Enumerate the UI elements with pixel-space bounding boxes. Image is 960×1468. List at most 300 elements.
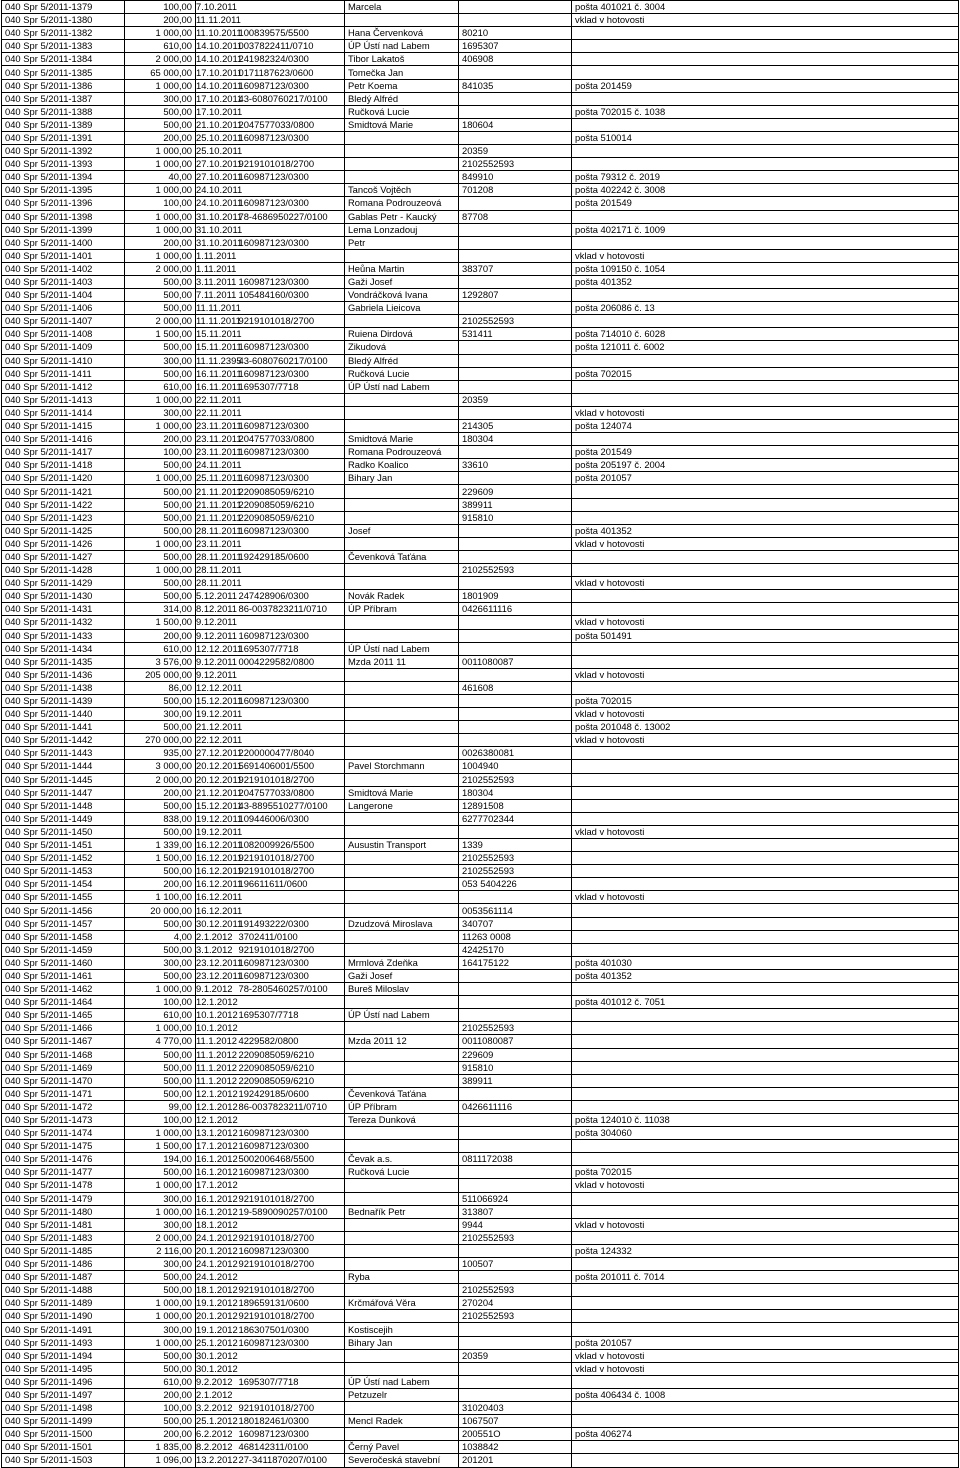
date-cell: 25.1.2012 [196,1415,238,1427]
table-row [2,210,959,223]
note-cell: pošta 702015 [572,694,959,707]
name-cell [345,315,459,328]
account-cell: 27-3411870207/0100 [236,1454,345,1467]
name-cell [345,878,459,891]
reference-cell [459,524,572,537]
name-cell: Romana Podrouzeová [345,446,459,459]
table-row [2,1061,959,1074]
name-cell: Ručková Lucie [345,367,459,380]
table-row [2,721,959,734]
date-cell: 10.1.2012 [196,1022,238,1034]
name-cell: Bihary Jan [345,472,459,485]
reference-cell: 12891508 [459,799,572,812]
amount-cell: 500,00 [125,498,196,511]
name-cell [345,1402,459,1415]
table-row [2,629,959,642]
amount-cell: 1 000,00 [125,1127,196,1140]
account-cell: 2047577033/0800 [236,118,345,131]
note-cell: pošta 206086 č. 13 [572,302,959,315]
amount-cell: 2 000,00 [125,773,196,786]
note-cell: vklad v hotovosti [572,14,959,27]
amount-cell: 500,00 [125,1048,196,1061]
amount-cell: 500,00 [125,721,196,734]
date-cell: 16.12.2011 [196,865,243,877]
note-cell: pošta 201057 [572,1336,959,1349]
name-cell [345,629,459,642]
note-cell [572,27,959,40]
account-cell: 86-0037823211/0710 [236,603,345,616]
date-cell: 21.10.2011 [196,118,243,130]
reference-cell: 42425170 [459,943,572,956]
date-cell: 27.10.2011 [196,158,243,170]
table-row [2,799,959,812]
amount-cell: 1 000,00 [125,983,196,996]
amount-cell: 1 500,00 [125,1140,196,1153]
table-row [2,158,959,171]
table-row [2,852,959,865]
reference-cell: 1695307 [459,40,572,53]
name-cell [345,1061,459,1074]
account-cell [236,708,345,721]
table-row [2,1362,959,1375]
date-cell: 8.12.2011 [196,603,238,615]
reference-cell: 849910 [459,171,572,184]
note-cell [572,1258,959,1271]
note-cell [572,485,959,498]
table-row [2,289,959,302]
note-cell: pošta 510014 [572,131,959,144]
table-row [2,171,959,184]
note-cell [572,1192,959,1205]
amount-cell: 500,00 [125,694,196,707]
account-cell: 160987123/0300 [236,79,345,92]
case-number-cell: 040 Spr 5/2011-1436 [2,668,125,681]
reference-cell [459,537,572,550]
table-row [2,1271,959,1284]
case-number-cell: 040 Spr 5/2011-1400 [2,236,125,249]
reference-cell [459,694,572,707]
note-cell [572,1205,959,1218]
table-row [2,380,959,393]
table-row [2,223,959,236]
amount-cell: 1 500,00 [125,852,196,865]
reference-cell: 0026380081 [459,747,572,760]
name-cell: Lema Lonzadouj [345,223,459,236]
account-cell [236,184,345,197]
date-cell: 21.11.2011 [196,485,242,497]
table-row [2,1179,959,1192]
name-cell [345,1362,459,1375]
account-cell [236,249,345,262]
name-cell: Vondráčková Ivana [345,289,459,302]
account-cell: 468142311/0100 [236,1441,345,1454]
table-row [2,1166,959,1179]
case-number-cell: 040 Spr 5/2011-1489 [2,1297,125,1310]
name-cell [345,904,459,917]
name-cell: Ausustin Transport [345,839,459,852]
name-cell: Hana Červenková [345,27,459,40]
amount-cell: 500,00 [125,799,196,812]
table-row [2,328,959,341]
account-cell: 19-5890090257/0100 [236,1205,345,1218]
case-number-cell: 040 Spr 5/2011-1455 [2,891,125,904]
table-row [2,1113,959,1126]
name-cell: Bednařík Petr [345,1205,459,1218]
table-row [2,1323,959,1336]
table-row [2,27,959,40]
reference-cell [459,891,572,904]
case-number-cell: 040 Spr 5/2011-1448 [2,799,125,812]
reference-cell: 164175122 [459,956,572,969]
note-cell [572,1441,959,1454]
amount-cell: 1 000,00 [125,537,196,550]
account-cell [236,1388,345,1401]
date-cell: 11.1.2012 [196,1074,238,1086]
account-cell [236,904,345,917]
reference-cell [459,1127,572,1140]
amount-cell: 500,00 [125,511,196,524]
case-number-cell: 040 Spr 5/2011-1479 [2,1192,125,1205]
table-row [2,590,959,603]
note-cell [572,1035,959,1048]
case-number-cell: 040 Spr 5/2011-1441 [2,721,125,734]
date-cell: 6.2.2012 [196,1428,236,1441]
reference-cell [459,1,572,14]
case-number-cell: 040 Spr 5/2011-1488 [2,1284,125,1297]
account-cell: 3702411/0100 [236,930,345,943]
case-number-cell: 040 Spr 5/2011-1485 [2,1244,125,1257]
amount-cell: 200,00 [125,236,196,249]
date-cell: 23.11.2011 [196,446,242,458]
note-cell [572,878,959,891]
date-cell: 18.1.2012 [196,1284,238,1296]
note-cell [572,380,959,393]
date-cell: 16.1.2012 [196,1205,238,1217]
table-row [2,1244,959,1257]
name-cell: Mrmlová Zdeňka [345,956,459,969]
amount-cell: 1 000,00 [125,472,196,485]
table-row [2,53,959,66]
date-cell: 20.12.2011 [196,760,243,772]
case-number-cell: 040 Spr 5/2011-1389 [2,118,125,131]
case-number-cell: 040 Spr 5/2011-1462 [2,983,125,996]
note-cell: vklad v hotovosti [572,1362,959,1375]
case-number-cell: 040 Spr 5/2011-1453 [2,865,125,878]
table-row [2,14,959,27]
account-cell: 86-0037823211/0710 [236,1100,345,1113]
name-cell [345,1284,459,1297]
account-cell [236,721,345,734]
amount-cell: 500,00 [125,275,196,288]
note-cell: vklad v hotovosti [572,668,959,681]
note-cell [572,603,959,616]
table-row [2,1336,959,1349]
amount-cell: 1 100,00 [125,891,196,904]
reference-cell [459,1166,572,1179]
note-cell: pošta 501491 [572,629,959,642]
name-cell: Petr Koema [345,79,459,92]
date-cell: 25.11.2011 [196,472,242,484]
table-row [2,1310,959,1323]
date-cell: 22.12.2011 [196,734,243,746]
reference-cell: 383707 [459,262,572,275]
date-cell: 11.11.2011 [196,315,241,327]
table-row [2,40,959,53]
note-cell [572,53,959,66]
name-cell: Černý Pavel [345,1441,459,1454]
amount-cell: 500,00 [125,865,196,878]
date-cell: 16.1.2012 [196,1153,238,1165]
account-cell: 186307501/0300 [236,1323,345,1336]
account-cell: 189659131/0600 [236,1297,345,1310]
note-cell [572,511,959,524]
note-cell: pošta 401021 č. 3004 [572,1,959,14]
account-cell: 160987123/0300 [236,1244,345,1257]
account-cell: 160987123/0300 [236,694,345,707]
amount-cell: 200,00 [125,433,196,446]
account-cell: 9219101018/2700 [236,865,345,878]
reference-cell [459,708,572,721]
table-row [2,655,959,668]
account-cell: 160987123/0300 [236,956,345,969]
account-cell: 192429185/0600 [236,1087,345,1100]
case-number-cell: 040 Spr 5/2011-1472 [2,1100,125,1113]
case-number-cell: 040 Spr 5/2011-1468 [2,1048,125,1061]
reference-cell: 461608 [459,681,572,694]
name-cell: Marcela [345,1,459,14]
case-number-cell: 040 Spr 5/2011-1460 [2,956,125,969]
account-cell: 160987123/0300 [236,367,345,380]
note-cell: pošta 124074 [572,420,959,433]
amount-cell: 1 000,00 [125,79,196,92]
date-cell: 28.11.2011 [196,577,242,589]
account-cell: 0037822411/0710 [236,40,345,53]
account-cell: 1695307/7718 [236,642,345,655]
amount-cell: 1 000,00 [125,1022,196,1035]
date-cell: 15.12.2011 [196,695,243,707]
case-number-cell: 040 Spr 5/2011-1503 [2,1454,125,1467]
name-cell [345,393,459,406]
reference-cell [459,472,572,485]
case-number-cell: 040 Spr 5/2011-1452 [2,852,125,865]
table-row [2,1074,959,1087]
amount-cell: 2 000,00 [125,1231,196,1244]
note-cell [572,1048,959,1061]
account-cell: 9219101018/2700 [236,1284,345,1297]
name-cell: ÚP Ústí nad Labem [345,380,459,393]
reference-cell: 33610 [459,459,572,472]
name-cell [345,131,459,144]
note-cell [572,839,959,852]
name-cell [345,891,459,904]
amount-cell: 1 000,00 [125,393,196,406]
date-cell: 20.12.2011 [196,773,243,785]
amount-cell: 500,00 [125,1074,196,1087]
name-cell: Dzudzová Miroslava [345,917,459,930]
case-number-cell: 040 Spr 5/2011-1496 [2,1375,125,1388]
note-cell: vklad v hotovosti [572,406,959,419]
account-cell: 160987123/0300 [236,131,345,144]
table-row [2,786,959,799]
case-number-cell: 040 Spr 5/2011-1501 [2,1441,125,1454]
note-cell: pošta 401352 [572,275,959,288]
amount-cell: 205 000,00 [125,668,196,681]
account-cell: 109446006/0300 [236,812,345,825]
note-cell: pošta 124332 [572,1244,959,1257]
reference-cell: 100507 [459,1258,572,1271]
reference-cell: 313807 [459,1205,572,1218]
date-cell: 22.11.2011 [196,393,242,405]
note-cell [572,1022,959,1035]
account-cell: 160987123/0300 [236,1336,345,1349]
amount-cell: 314,00 [125,603,196,616]
table-row [2,459,959,472]
table-row [2,1022,959,1035]
note-cell: pošta 79312 č. 2019 [572,171,959,184]
note-cell: pošta 121011 č. 6002 [572,341,959,354]
table-row [2,1454,959,1467]
reference-cell [459,1362,572,1375]
case-number-cell: 040 Spr 5/2011-1477 [2,1166,125,1179]
reference-cell: 31020403 [459,1402,572,1415]
table-row [2,498,959,511]
date-cell: 30.1.2012 [196,1349,238,1361]
note-cell [572,210,959,223]
case-number-cell: 040 Spr 5/2011-1416 [2,433,125,446]
table-row [2,708,959,721]
reference-cell: 915810 [459,1061,572,1074]
case-number-cell: 040 Spr 5/2011-1429 [2,577,125,590]
case-number-cell: 040 Spr 5/2011-1431 [2,603,125,616]
note-cell [572,354,959,367]
amount-cell: 500,00 [125,118,196,131]
case-number-cell: 040 Spr 5/2011-1435 [2,655,125,668]
reference-cell [459,66,572,79]
account-cell [236,1362,345,1375]
table-row [2,433,959,446]
case-number-cell: 040 Spr 5/2011-1383 [2,40,125,53]
account-cell: 9219101018/2700 [236,852,345,865]
reference-cell: 389911 [459,498,572,511]
date-cell: 9.1.2012 [196,983,236,996]
name-cell [345,145,459,158]
note-cell [572,1402,959,1415]
table-row [2,1100,959,1113]
name-cell: ÚP Ústí nad Labem [345,1009,459,1022]
reference-cell: 2102552593 [459,852,572,865]
reference-cell: 2102552593 [459,1022,572,1035]
name-cell: Romana Podrouzeová [345,197,459,210]
name-cell: Severočeská stavební [345,1454,459,1467]
note-cell [572,681,959,694]
note-cell [572,1231,959,1244]
reference-cell [459,668,572,681]
account-cell [236,734,345,747]
name-cell [345,1074,459,1087]
case-number-cell: 040 Spr 5/2011-1399 [2,223,125,236]
date-cell: 27.12.2011 [196,747,243,759]
amount-cell: 1 835,00 [125,1441,196,1454]
case-number-cell: 040 Spr 5/2011-1497 [2,1388,125,1401]
account-cell [236,105,345,118]
note-cell [572,158,959,171]
reference-cell: 20359 [459,1349,572,1362]
table-row [2,1402,959,1415]
case-number-cell: 040 Spr 5/2011-1494 [2,1349,125,1362]
payments-table [1,0,959,1468]
case-number-cell: 040 Spr 5/2011-1454 [2,878,125,891]
account-cell [236,262,345,275]
account-cell: 1695307/7718 [236,380,345,393]
date-cell: 19.1.2012 [196,1297,238,1309]
name-cell: ÚP Příbram [345,603,459,616]
table-row [2,354,959,367]
name-cell [345,1310,459,1323]
date-cell: 28.11.2011 [196,550,242,562]
account-cell: 160987123/0300 [236,236,345,249]
name-cell [345,734,459,747]
amount-cell: 200,00 [125,14,196,27]
case-number-cell: 040 Spr 5/2011-1498 [2,1402,125,1415]
case-number-cell: 040 Spr 5/2011-1420 [2,472,125,485]
note-cell: vklad v hotovosti [572,577,959,590]
date-cell: 16.1.2012 [196,1166,238,1178]
case-number-cell: 040 Spr 5/2011-1449 [2,812,125,825]
date-cell: 16.1.2012 [196,1192,238,1204]
account-cell [236,1179,345,1192]
case-number-cell: 040 Spr 5/2011-1483 [2,1231,125,1244]
note-cell [572,315,959,328]
date-cell: 16.12.2011 [196,839,243,851]
name-cell: ÚP Ústí nad Labem [345,642,459,655]
case-number-cell: 040 Spr 5/2011-1398 [2,210,125,223]
case-number-cell: 040 Spr 5/2011-1459 [2,943,125,956]
name-cell [345,1258,459,1271]
table-row [2,681,959,694]
case-number-cell: 040 Spr 5/2011-1486 [2,1258,125,1271]
reference-cell [459,550,572,563]
note-cell [572,1140,959,1153]
name-cell: Tomečka Jan [345,66,459,79]
reference-cell: 1801909 [459,590,572,603]
date-cell: 24.1.2012 [196,1271,238,1283]
account-cell: 105484160/0300 [236,289,345,302]
account-cell [236,537,345,550]
table-row [2,92,959,105]
case-number-cell: 040 Spr 5/2011-1401 [2,249,125,262]
note-cell [572,433,959,446]
date-cell: 24.10.2011 [196,197,243,209]
note-cell: pošta 406274 [572,1428,959,1441]
reference-cell: 0053561114 [459,904,572,917]
account-cell: 4229582/0800 [236,1035,345,1048]
table-row [2,262,959,275]
reference-cell: 1339 [459,839,572,852]
table-row [2,341,959,354]
reference-cell: 2102552593 [459,1231,572,1244]
amount-cell: 500,00 [125,1271,196,1284]
case-number-cell: 040 Spr 5/2011-1387 [2,92,125,105]
date-cell: 12.12.2011 [196,642,243,654]
date-cell: 25.10.2011 [196,131,243,143]
reference-cell [459,616,572,629]
table-row [2,1349,959,1362]
date-cell: 11.11.2011 [196,14,241,26]
note-cell: pošta 109150 č. 1054 [572,262,959,275]
account-cell: 2209085059/6210 [236,1061,345,1074]
date-cell: 7.10.2011 [196,1,238,13]
case-number-cell: 040 Spr 5/2011-1430 [2,590,125,603]
